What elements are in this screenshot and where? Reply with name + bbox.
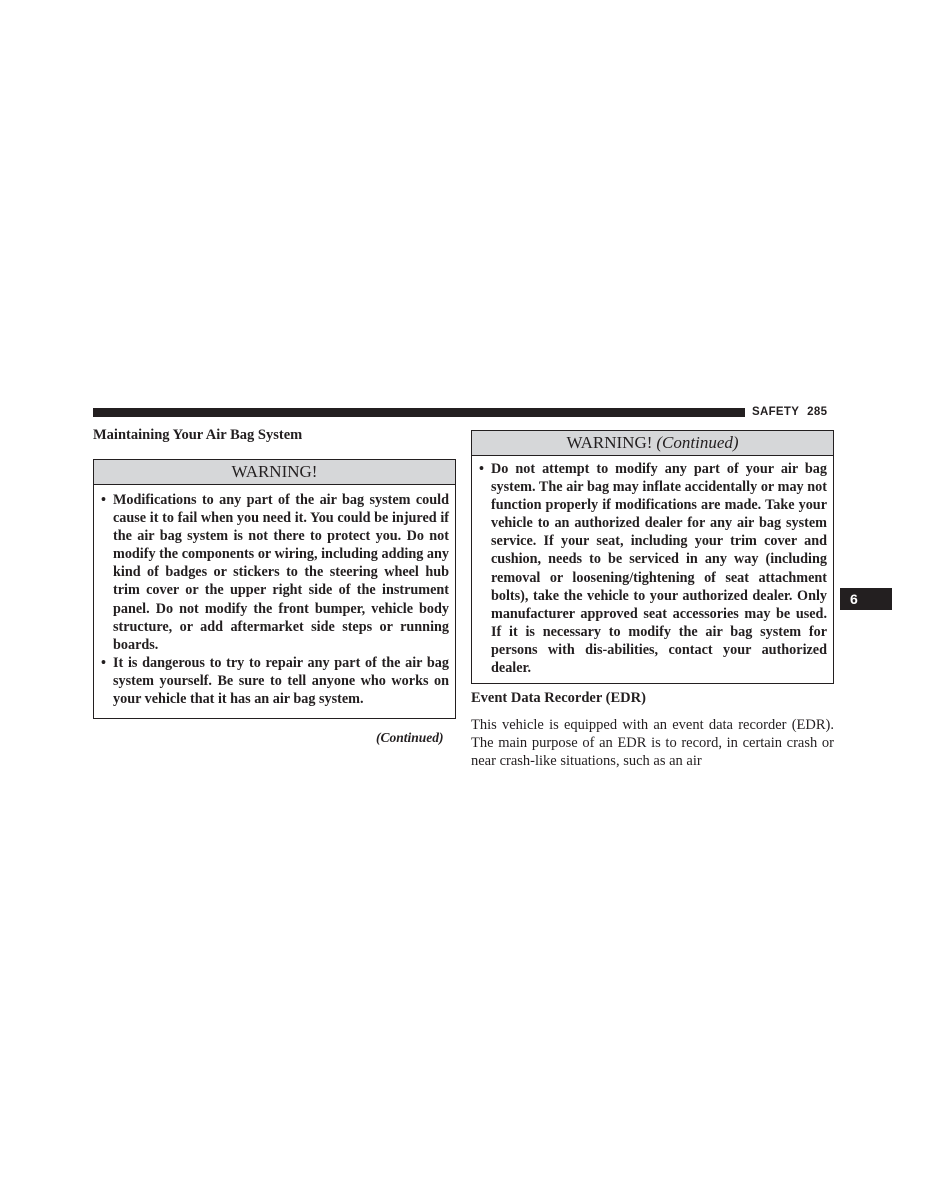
warning-title <box>472 431 833 456</box>
body-paragraph: This vehicle is equipped with an event data recorder (EDR). The main purpose of an EDR is to record, in certain crash or near crash-like situations, such as an air <box>471 717 834 770</box>
section-heading-air-bag-maintenance: Maintaining Your Air Bag System <box>93 427 303 443</box>
warning-box <box>93 459 456 719</box>
bullet-icon: • <box>101 654 106 671</box>
header-rule <box>93 408 745 417</box>
warning-bullet-text: It is dangerous to try to repair any part of the air bag system yourself. Be sure to tell anyone who works on your vehicle that it has an air bag system. <box>113 654 449 708</box>
bullet-icon: • <box>479 461 484 477</box>
warning-title-text: WARNING! <box>566 433 653 452</box>
warning-box-continued <box>471 430 834 684</box>
warning-bullet <box>100 654 449 708</box>
warning-bullet-text: Do not attempt to modify any part of your air bag system. The air bag may inflate accidentally or may not function properly if modifications are made. Take your vehicle to an authorized dealer for any air bag system service. If your seat, including your trim cover and cushion, needs to be serviced in any way (including removal or loosening/tightening of seat attachment bolts), take the vehicle to your authorized dealer. Only manufacturer approved seat accessories may be used. If it is necessary to modify the air bag system for persons with dis-abilities, contact your authorized dealer. <box>491 461 827 677</box>
section-heading-edr: Event Data Recorder (EDR) <box>471 690 646 706</box>
warning-bullet <box>100 491 449 654</box>
header-section-title: SAFETY <box>752 406 800 418</box>
warning-list <box>94 485 455 714</box>
warning-title-text: WARNING! <box>231 462 318 481</box>
continued-label: (Continued) <box>376 730 444 745</box>
warning-list <box>472 456 833 683</box>
warning-title-continued: (Continued) <box>656 433 739 452</box>
warning-title <box>94 460 455 485</box>
chapter-tab: 6 <box>840 588 892 610</box>
page-number: 285 <box>807 406 828 418</box>
warning-bullet-text: Modifications to any part of the air bag system could cause it to fail when you need it. You could be injured if the air bag system is not there to protect you. Do not modify the components or wiring, including adding any kind of badges or stickers to the steering wheel hub trim cover or the upper right side of the instrument panel. Do not modify the front bumper, vehicle body structure, or add aftermarket side steps or running boards. <box>113 492 449 653</box>
running-header <box>752 406 827 418</box>
bullet-icon: • <box>101 492 106 508</box>
warning-bullet <box>478 460 827 677</box>
